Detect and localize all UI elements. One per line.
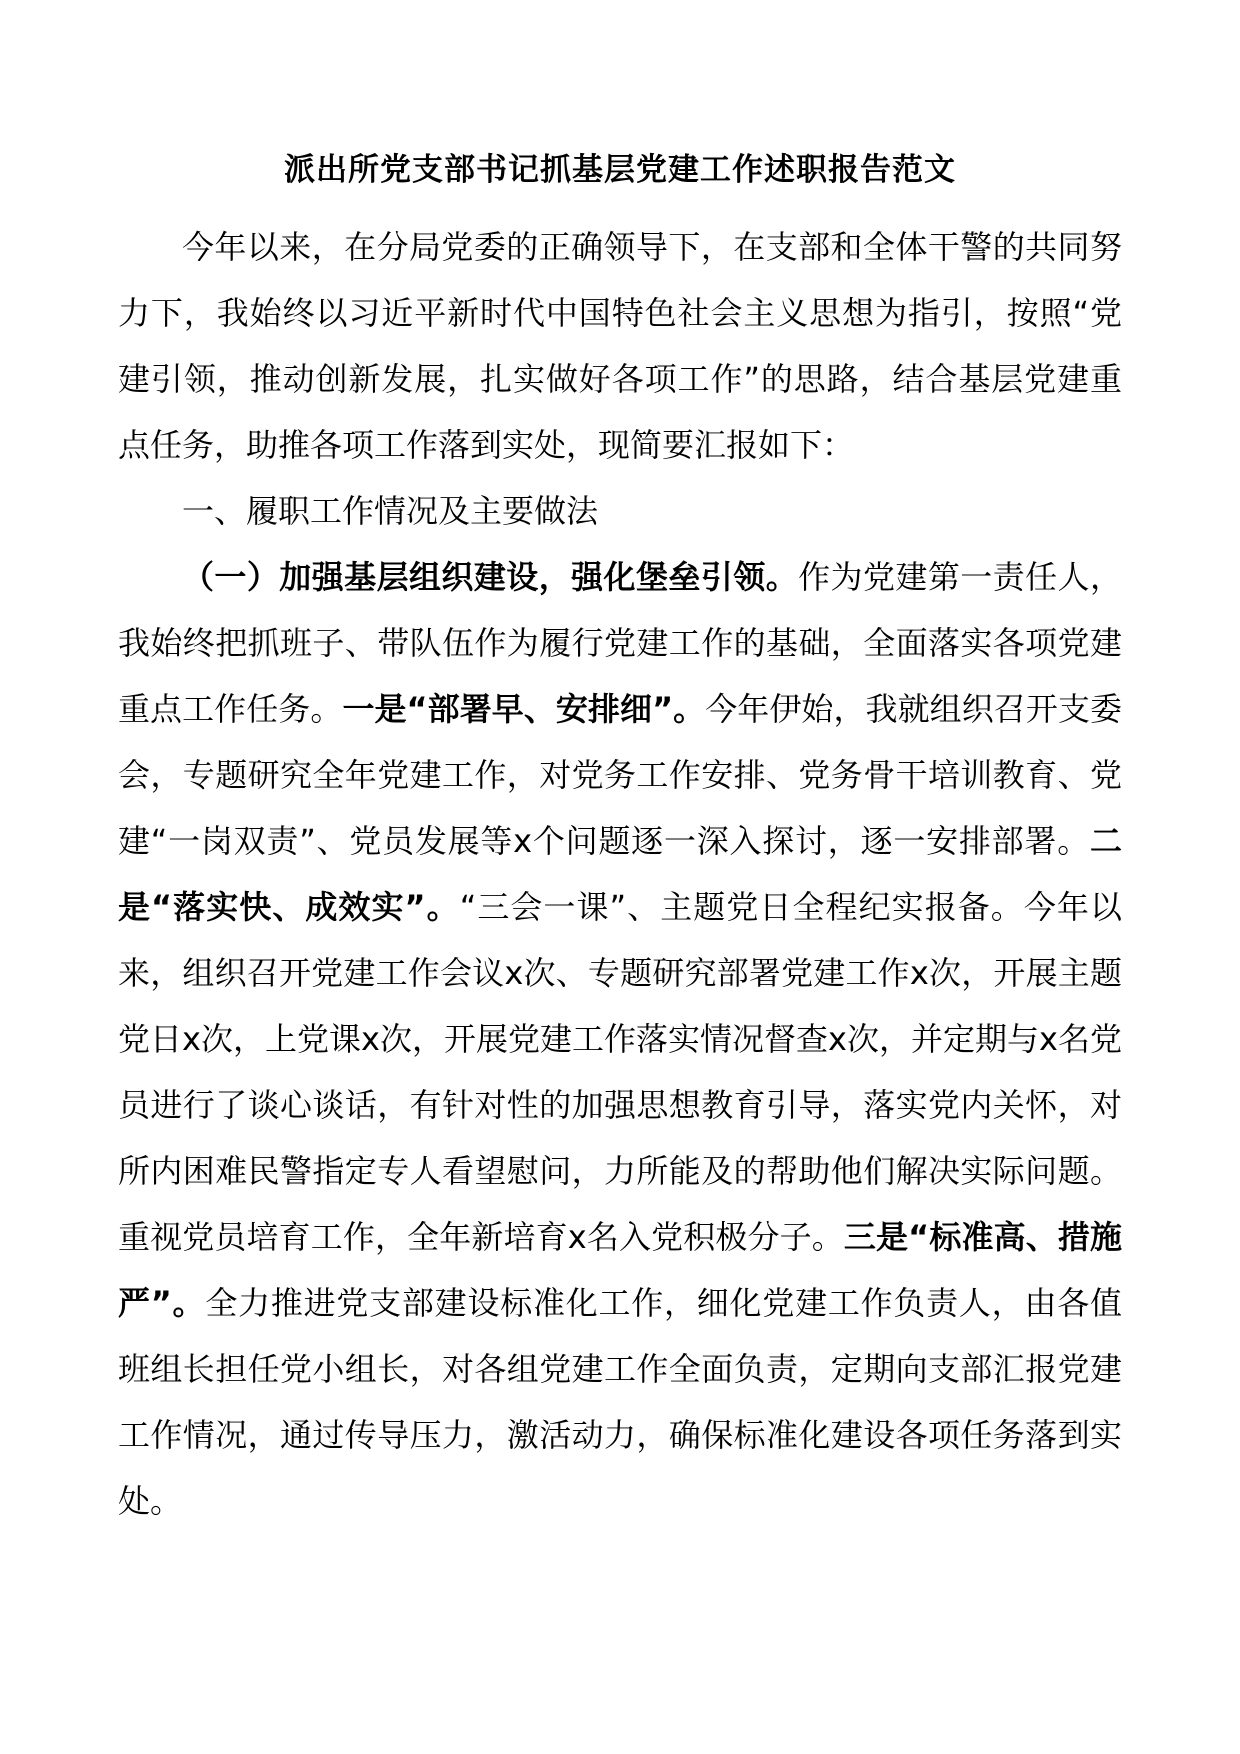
point-1-text: 今年伊始，我就组织召开支委会，专题研究全年党建工作，对党务工作安排、党务骨干培训教育、党建“一岗双责”、党员发展等x个问题逐一深入探讨，逐一安排部署。 bbox=[118, 690, 1122, 860]
subsection-text: 作为党建第一责任人，我始终把抓班子、带队伍作为履行党建工作的基础，全面落实各项党建重点工作任务。 bbox=[118, 558, 1122, 728]
subsection-heading: （一）加强基层组织建设，强化堡垒引领。 bbox=[182, 558, 799, 596]
point-3-label: 三是“标准高、措施严”。 bbox=[118, 1218, 1122, 1322]
point-2-label: 二是“落实快、成效实”。 bbox=[118, 822, 1122, 926]
intro-paragraph: 今年以来，在分局党委的正确领导下，在支部和全体干警的共同努力下，我始终以习近平新时代中国特色社会主义思想为指引，按照“党建引领，推动创新发展，扎实做好各项工作”的思路，结合基层党建重点任务，助推各项工作落到实处，现简要汇报如下： bbox=[118, 228, 1122, 464]
point-1-label: 一是“部署早、安排细”。 bbox=[342, 690, 706, 728]
section-heading: 一、履职工作情况及主要做法 bbox=[182, 492, 599, 530]
document-title: 派出所党支部书记抓基层党建工作述职报告范文 bbox=[284, 152, 956, 188]
subsection-paragraph bbox=[118, 544, 1122, 1534]
point-3-text: 全力推进党支部建设标准化工作，细化党建工作负责人，由各值班组长担任党小组长，对各组党建工作全面负责，定期向支部汇报党建工作情况，通过传导压力，激活动力，确保标准化建设各项任务落到实处。 bbox=[118, 1284, 1122, 1520]
point-2-text: “三会一课”、主题党日全程纪实报备。今年以来，组织召开党建工作会议x次、专题研究部署党建工作x次，开展主题党日x次，上党课x次，开展党建工作落实情况督查x次，并定期与x名党员进行了谈心谈话，有针对性的加强思想教育引导，落实党内关怀，对所内困难民警指定专人看望慰问，力所能及的帮助他们解决实际问题。重视党员培育工作，全年新培育x名入党积极分子。 bbox=[118, 888, 1122, 1256]
